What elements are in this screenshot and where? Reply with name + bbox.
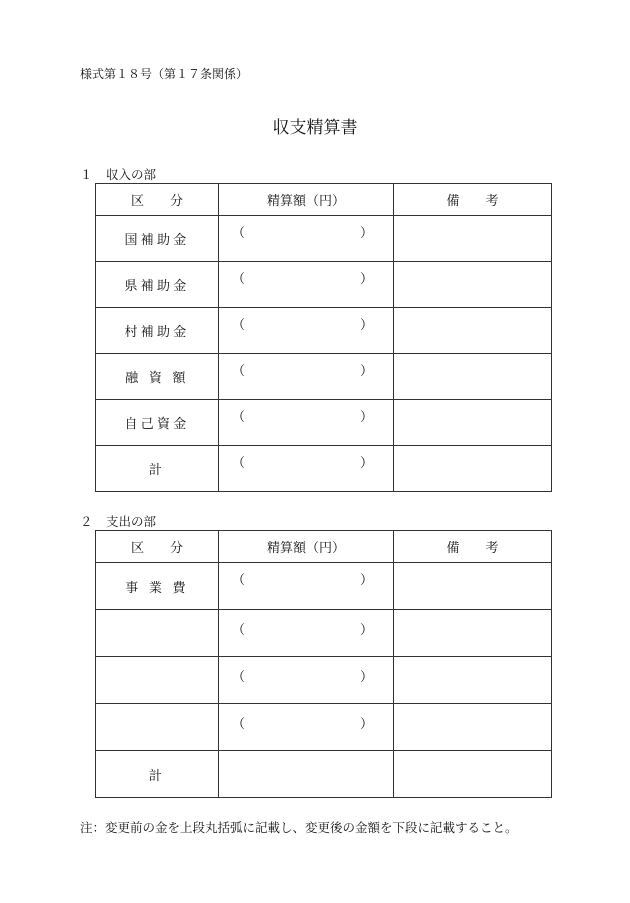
amount-cell[interactable] (219, 751, 394, 798)
row-label: 融 資 額 (96, 354, 219, 400)
row-label[interactable] (96, 657, 219, 704)
amount-cell[interactable] (219, 563, 394, 610)
remarks-column-header: 備 考 (394, 184, 552, 216)
amount-cell[interactable] (219, 400, 394, 446)
remarks-cell[interactable] (394, 610, 552, 657)
expense-row-project-cost (96, 563, 552, 610)
amount-cell[interactable] (219, 262, 394, 308)
amount-cell[interactable] (219, 657, 394, 704)
amount-cell[interactable] (219, 610, 394, 657)
amount-cell[interactable] (219, 446, 394, 492)
section-number: １ (80, 167, 93, 182)
close-paren: ） (359, 623, 373, 638)
close-paren: ） (359, 410, 373, 425)
close-paren: ） (359, 670, 373, 685)
form-number: 様式第１８号（第１７条関係） (80, 67, 249, 81)
row-label: 村補助金 (96, 308, 219, 354)
row-label: 事 業 費 (96, 563, 219, 610)
row-label: 自己資金 (96, 400, 219, 446)
expense-row-blank (96, 657, 552, 704)
section-title: 収入の部 (106, 167, 157, 182)
open-paren: （ (232, 318, 246, 333)
amount-cell[interactable] (219, 308, 394, 354)
amount-cell[interactable] (219, 704, 394, 751)
remarks-cell[interactable] (394, 308, 552, 354)
amount-column-header: 精算額（円） (219, 184, 394, 216)
expense-row-blank (96, 610, 552, 657)
open-paren: （ (232, 364, 246, 379)
remarks-cell[interactable] (394, 354, 552, 400)
open-paren: （ (232, 623, 246, 638)
income-row-national-subsidy (96, 216, 552, 262)
close-paren: ） (359, 272, 373, 287)
remarks-cell[interactable] (394, 751, 552, 798)
section-title: 支出の部 (106, 514, 157, 529)
remarks-cell[interactable] (394, 262, 552, 308)
category-column-header: 区 分 (96, 531, 219, 563)
amount-cell[interactable] (219, 216, 394, 262)
close-paren: ） (359, 456, 373, 471)
income-row-prefectural-subsidy (96, 262, 552, 308)
open-paren: （ (232, 226, 246, 241)
expense-row-total (96, 751, 552, 798)
row-label[interactable] (96, 704, 219, 751)
remarks-cell[interactable] (394, 400, 552, 446)
open-paren: （ (232, 456, 246, 471)
close-paren: ） (359, 226, 373, 241)
income-row-total (96, 446, 552, 492)
open-paren: （ (232, 717, 246, 732)
income-row-village-subsidy (96, 308, 552, 354)
section-number: ２ (80, 514, 93, 529)
expense-section-heading (80, 512, 156, 530)
open-paren: （ (232, 410, 246, 425)
open-paren: （ (232, 670, 246, 685)
income-table (95, 183, 552, 492)
close-paren: ） (359, 318, 373, 333)
row-label: 計 (96, 751, 219, 798)
open-paren: （ (232, 573, 246, 588)
category-column-header: 区 分 (96, 184, 219, 216)
remarks-column-header: 備 考 (394, 531, 552, 563)
expense-table (95, 530, 552, 798)
amount-cell[interactable] (219, 354, 394, 400)
row-label: 計 (96, 446, 219, 492)
open-paren: （ (232, 272, 246, 287)
close-paren: ） (359, 717, 373, 732)
row-label[interactable] (96, 610, 219, 657)
income-row-own-funds (96, 400, 552, 446)
income-row-loan (96, 354, 552, 400)
remarks-cell[interactable] (394, 563, 552, 610)
row-label: 県補助金 (96, 262, 219, 308)
row-label: 国補助金 (96, 216, 219, 262)
remarks-cell[interactable] (394, 216, 552, 262)
remarks-cell[interactable] (394, 657, 552, 704)
income-header-row (96, 184, 552, 216)
remarks-cell[interactable] (394, 704, 552, 751)
expense-row-blank (96, 704, 552, 751)
document-title: 収支精算書 (272, 118, 358, 138)
remarks-cell[interactable] (394, 446, 552, 492)
expense-header-row (96, 531, 552, 563)
income-section-heading (80, 165, 156, 183)
footnote: 注：変更前の金を上段丸括弧に記載し、変更後の金額を下段に記載すること。 (80, 820, 518, 835)
close-paren: ） (359, 573, 373, 588)
amount-column-header: 精算額（円） (219, 531, 394, 563)
close-paren: ） (359, 364, 373, 379)
